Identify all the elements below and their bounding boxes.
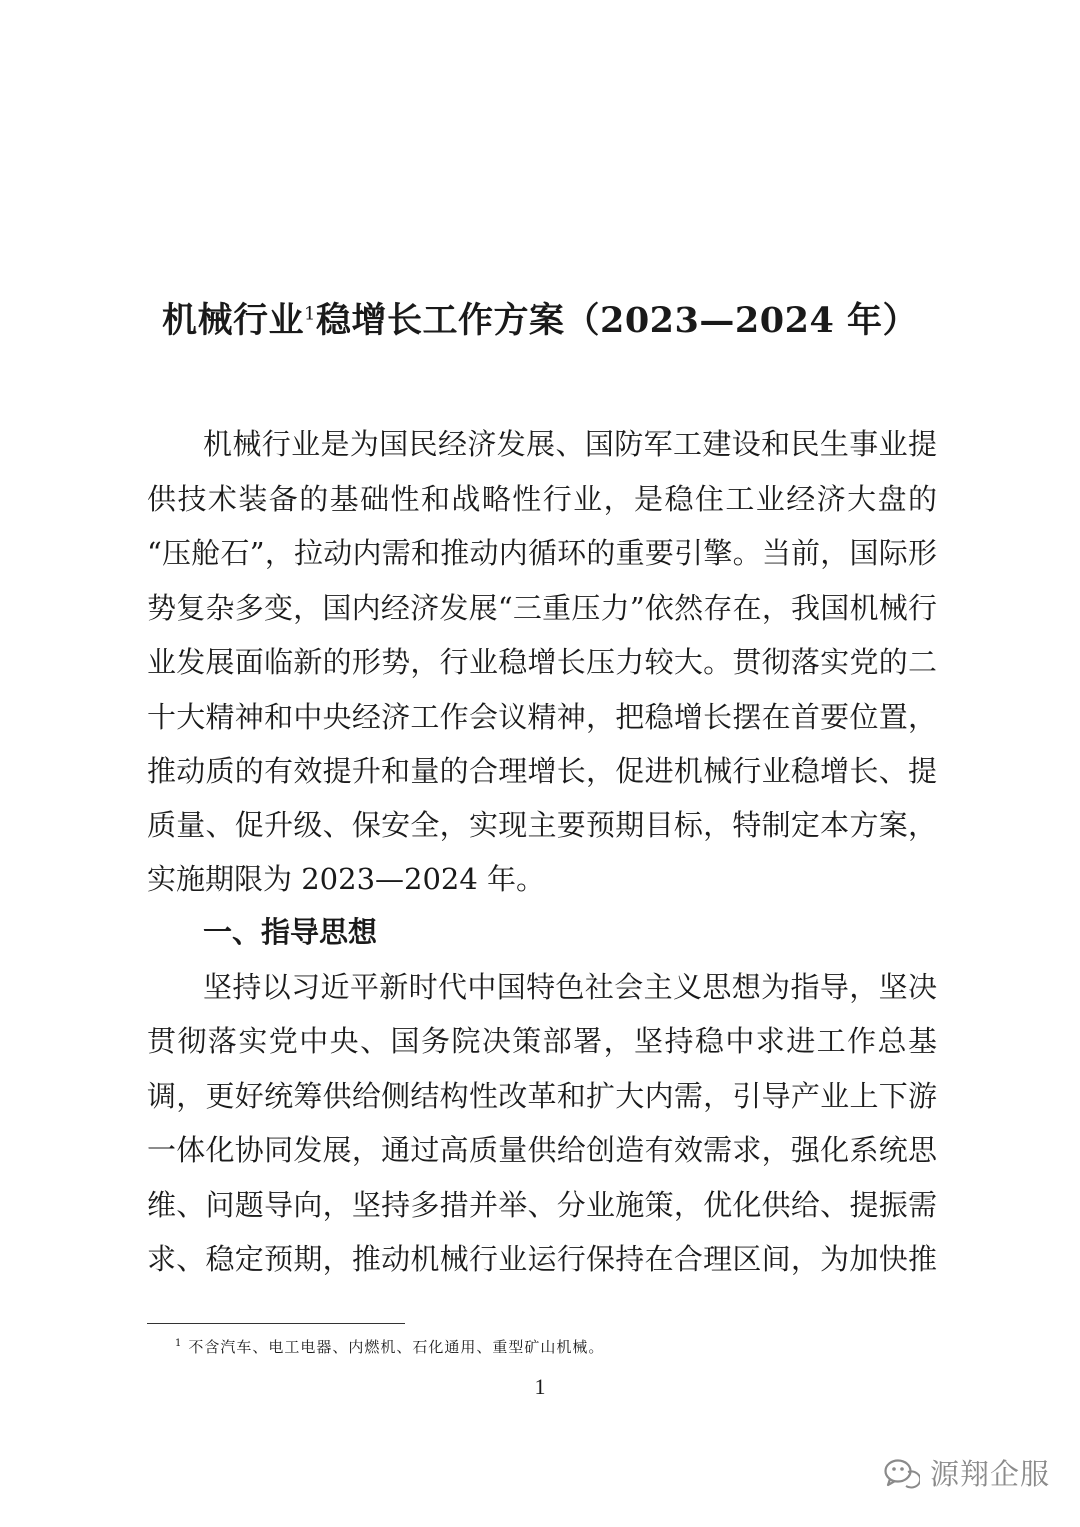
paragraph-line: 实施期限为 2023—2024 年。 <box>147 862 546 896</box>
paragraph-line: 推动质的有效提升和量的合理增长，促进机械行业稳增长、提 <box>147 754 937 788</box>
footnote <box>175 1335 604 1359</box>
paragraph-line: 求、稳定预期，推动机械行业运行保持在合理区间，为加快推 <box>147 1242 937 1276</box>
wechat-official-account-icon <box>884 1458 920 1490</box>
paragraph-line: 质量、促升级、保安全，实现主要预期目标，特制定本方案， <box>147 808 937 842</box>
document-title <box>0 296 1080 346</box>
paragraph-line: 一体化协同发展，通过高质量供给创造有效需求，强化系统思 <box>147 1133 937 1167</box>
watermark <box>884 1454 1050 1494</box>
paragraph-line: “压舱石”，拉动内需和推动内循环的重要引擎。当前，国际形 <box>147 536 937 570</box>
footnote-divider <box>147 1323 405 1324</box>
paragraph-line: 势复杂多变，国内经济发展“三重压力”依然存在，我国机械行 <box>147 591 937 625</box>
title-rest: 稳增长工作方案（2023—2024 年） <box>315 300 918 341</box>
section-heading: 一、指导思想 <box>203 915 378 949</box>
paragraph-line: 调，更好统筹供给侧结构性改革和扩大内需，引导产业上下游 <box>147 1079 937 1113</box>
paragraph-line: 机械行业是为国民经济发展、国防军工建设和民生事业提 <box>203 427 937 461</box>
paragraph-line: 维、问题导向，坚持多措并举、分业施策，优化供给、提振需 <box>147 1188 937 1222</box>
page-number: 1 <box>534 1374 546 1399</box>
title-main: 机械行业 <box>162 300 305 341</box>
footnote-text: 不含汽车、电工电器、内燃机、石化通用、重型矿山机械。 <box>188 1338 605 1356</box>
paragraph-line: 十大精神和中央经济工作会议精神，把稳增长摆在首要位置， <box>147 700 937 734</box>
paragraph-line: 贯彻落实党中央、国务院决策部署，坚持稳中求进工作总基 <box>147 1024 937 1058</box>
paragraph-line: 坚持以习近平新时代中国特色社会主义思想为指导，坚决 <box>203 970 937 1004</box>
footnote-mark: 1 <box>175 1338 183 1349</box>
title-footnote-mark: 1 <box>304 303 316 325</box>
paragraph-line: 业发展面临新的形势，行业稳增长压力较大。贯彻落实党的二 <box>147 645 937 679</box>
watermark-text: 源翔企服 <box>929 1457 1050 1491</box>
paragraph-line: 供技术装备的基础性和战略性行业，是稳住工业经济大盘的 <box>147 482 937 516</box>
